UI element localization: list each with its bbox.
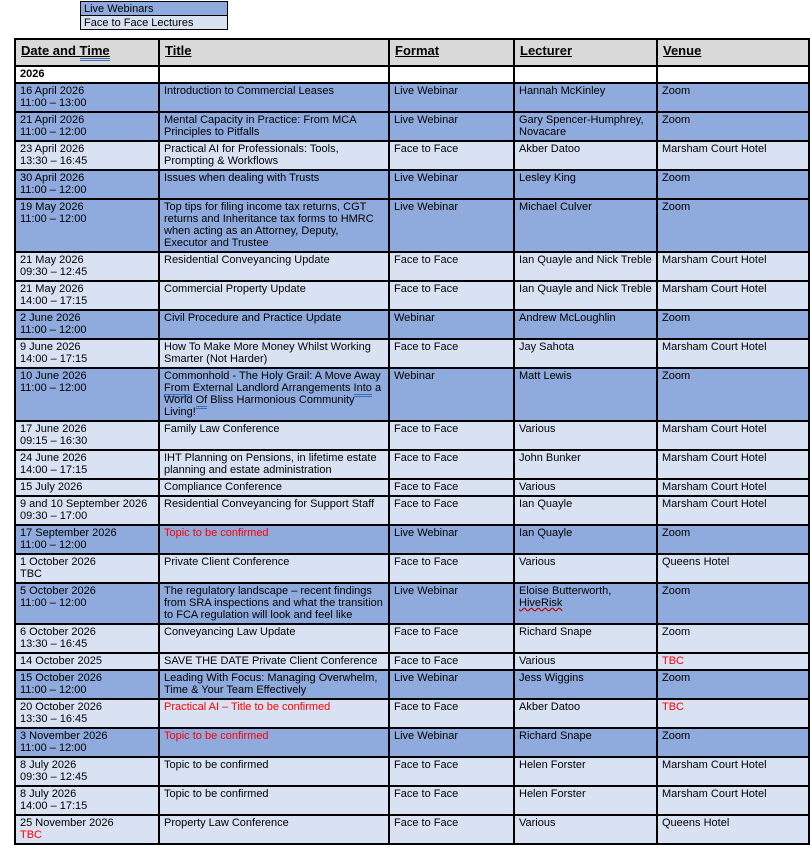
- event-venue-cell: Marsham Court Hotel: [657, 339, 809, 368]
- event-date: 24 June 2026: [20, 452, 87, 464]
- event-row: [15, 699, 809, 728]
- event-venue-cell: Zoom: [657, 310, 809, 339]
- event-format-cell: Face to Face: [389, 496, 514, 525]
- event-row: [15, 496, 809, 525]
- event-date: 8 July 2026: [20, 759, 77, 771]
- event-date: 9 June 2026: [20, 341, 81, 353]
- legend: [80, 1, 228, 30]
- event-venue-cell: Queens Hotel: [657, 815, 809, 844]
- event-title-cell: Practical AI for Professionals: Tools, Prompting & Workflows: [159, 141, 389, 170]
- event-date: 6 October 2026: [20, 626, 96, 638]
- event-time: TBC: [20, 568, 42, 580]
- event-format-cell: Face to Face: [389, 281, 514, 310]
- event-time: 14:00 – 17:15: [20, 800, 88, 812]
- event-time: 09:30 – 12:45: [20, 266, 88, 278]
- event-venue-cell: Zoom: [657, 525, 809, 554]
- event-format-cell: Live Webinar: [389, 83, 514, 112]
- event-date-cell: [15, 670, 159, 699]
- event-lecturer-cell: Helen Forster: [514, 757, 657, 786]
- event-lecturer-cell: Hannah McKinley: [514, 83, 657, 112]
- event-date: 21 May 2026: [20, 283, 84, 295]
- event-lecturer-cell: Gary Spencer-Humphrey, Novacare: [514, 112, 657, 141]
- text-segment: Date and: [21, 43, 80, 58]
- year-row: [15, 66, 809, 83]
- event-row: [15, 141, 809, 170]
- text-segment: Eloise Butterworth,: [519, 585, 612, 597]
- year-row-empty-cell: [657, 66, 809, 83]
- event-venue-cell: Marsham Court Hotel: [657, 281, 809, 310]
- event-lecturer-cell: Ian Quayle and Nick Treble: [514, 252, 657, 281]
- event-lecturer-cell: Richard Snape: [514, 624, 657, 653]
- event-lecturer-cell: Ian Quayle and Nick Treble: [514, 281, 657, 310]
- event-title-cell: [159, 368, 389, 421]
- event-format-cell: Face to Face: [389, 699, 514, 728]
- event-date: 19 May 2026: [20, 201, 84, 213]
- header-cell-venue: Venue: [657, 39, 809, 66]
- event-title-cell: The regulatory landscape – recent findings from SRA inspections and what the transition to FCA regulation will look and feel like: [159, 583, 389, 624]
- event-title-cell: Topic to be confirmed: [159, 525, 389, 554]
- event-lecturer-cell: Richard Snape: [514, 728, 657, 757]
- event-time: 11:00 – 12:00: [20, 539, 87, 551]
- event-time: 11:00 – 12:00: [20, 382, 87, 394]
- event-row: [15, 112, 809, 141]
- event-venue-cell: Zoom: [657, 583, 809, 624]
- event-title-cell: Residential Conveyancing for Support Staff: [159, 496, 389, 525]
- event-title-cell: Compliance Conference: [159, 479, 389, 496]
- event-lecturer-cell: Various: [514, 653, 657, 670]
- event-date: 21 April 2026: [20, 114, 85, 126]
- event-time: 14:00 – 17:15: [20, 353, 88, 365]
- event-title-cell: SAVE THE DATE Private Client Conference: [159, 653, 389, 670]
- event-venue-cell: Zoom: [657, 624, 809, 653]
- event-date-cell: [15, 653, 159, 670]
- event-time: 09:30 – 12:45: [20, 771, 88, 783]
- event-title-cell: Topic to be confirmed: [159, 786, 389, 815]
- year-row-empty-cell: [389, 66, 514, 83]
- event-date: 17 June 2026: [20, 423, 87, 435]
- event-date: 10 June 2026: [20, 370, 87, 382]
- event-venue-cell: Marsham Court Hotel: [657, 496, 809, 525]
- event-date: 25 November 2026: [20, 817, 114, 829]
- event-time: 13:30 – 16:45: [20, 638, 88, 650]
- year-row-empty-cell: [159, 66, 389, 83]
- event-format-cell: Live Webinar: [389, 583, 514, 624]
- event-date: 15 July 2026: [20, 481, 83, 493]
- event-format-cell: Live Webinar: [389, 170, 514, 199]
- event-date-cell: [15, 170, 159, 199]
- event-format-cell: Face to Face: [389, 624, 514, 653]
- event-format-cell: Face to Face: [389, 141, 514, 170]
- event-lecturer-cell: Various: [514, 815, 657, 844]
- event-date-cell: [15, 525, 159, 554]
- text-segment: Bliss Harmonious Community Living!: [164, 394, 355, 418]
- event-format-cell: Face to Face: [389, 653, 514, 670]
- header-cell-date: [15, 39, 159, 66]
- event-row: [15, 670, 809, 699]
- event-format-cell: Face to Face: [389, 252, 514, 281]
- legend-label-face-to-face: Face to Face Lectures: [81, 16, 228, 30]
- event-title-cell: Family Law Conference: [159, 421, 389, 450]
- event-date-cell: [15, 252, 159, 281]
- event-format-cell: Live Webinar: [389, 728, 514, 757]
- event-lecturer-cell: Various: [514, 554, 657, 583]
- event-lecturer-cell: Helen Forster: [514, 786, 657, 815]
- event-lecturer-cell: Jay Sahota: [514, 339, 657, 368]
- event-lecturer-cell: Various: [514, 421, 657, 450]
- event-time: 11:00 – 13:00: [20, 97, 87, 109]
- event-date: 2 June 2026: [20, 312, 81, 324]
- event-lecturer-cell: Matt Lewis: [514, 368, 657, 421]
- event-title-cell: Conveyancing Law Update: [159, 624, 389, 653]
- event-venue-cell: Marsham Court Hotel: [657, 252, 809, 281]
- event-time: 11:00 – 12:00: [20, 184, 87, 196]
- event-date-cell: [15, 368, 159, 421]
- event-title-cell: Property Law Conference: [159, 815, 389, 844]
- grammar-underlined-word: From: [164, 382, 190, 397]
- event-date: 9 and 10 September 2026: [20, 498, 148, 510]
- legend-row-face-to-face: [81, 16, 228, 30]
- event-venue-cell: Zoom: [657, 670, 809, 699]
- event-date-cell: [15, 199, 159, 252]
- event-format-cell: Face to Face: [389, 786, 514, 815]
- event-time: 11:00 – 12:00: [20, 684, 87, 696]
- event-row: [15, 525, 809, 554]
- event-lecturer-cell: Ian Quayle: [514, 496, 657, 525]
- event-venue-cell: Zoom: [657, 199, 809, 252]
- event-format-cell: Face to Face: [389, 554, 514, 583]
- event-time: 14:00 – 17:15: [20, 295, 88, 307]
- text-segment: a World: [164, 382, 382, 406]
- event-title-cell: Introduction to Commercial Leases: [159, 83, 389, 112]
- event-format-cell: Webinar: [389, 368, 514, 421]
- event-title-cell: Top tips for filing income tax returns, CGT returns and Inheritance tax forms to HMRC when acting as an Attorney, Deputy, Executor and Trustee: [159, 199, 389, 252]
- event-lecturer-cell: Andrew McLoughlin: [514, 310, 657, 339]
- event-time: 13:30 – 16:45: [20, 155, 88, 167]
- event-venue-cell: Marsham Court Hotel: [657, 757, 809, 786]
- event-venue-cell: TBC: [657, 699, 809, 728]
- event-row: [15, 199, 809, 252]
- event-title-cell: Residential Conveyancing Update: [159, 252, 389, 281]
- event-date-cell: [15, 141, 159, 170]
- event-lecturer-cell: Akber Datoo: [514, 699, 657, 728]
- event-title-cell: Leading With Focus: Managing Overwhelm, Time & Your Team Effectively: [159, 670, 389, 699]
- event-title-cell: Practical AI – Title to be confirmed: [159, 699, 389, 728]
- events-tbody: [15, 83, 809, 844]
- header-cell-format: Format: [389, 39, 514, 66]
- event-date-cell: [15, 815, 159, 844]
- event-title-cell: Private Client Conference: [159, 554, 389, 583]
- event-date: 23 April 2026: [20, 143, 85, 155]
- event-lecturer-cell: Akber Datoo: [514, 141, 657, 170]
- event-lecturer-cell: Lesley King: [514, 170, 657, 199]
- event-time: 13:30 – 16:45: [20, 713, 88, 725]
- events-table: [14, 38, 810, 845]
- event-venue-cell: Zoom: [657, 170, 809, 199]
- event-format-cell: Face to Face: [389, 479, 514, 496]
- event-format-cell: Face to Face: [389, 421, 514, 450]
- event-row: [15, 421, 809, 450]
- event-lecturer-cell: [514, 583, 657, 624]
- event-venue-cell: Marsham Court Hotel: [657, 479, 809, 496]
- event-date-cell: [15, 757, 159, 786]
- event-venue-cell: Marsham Court Hotel: [657, 450, 809, 479]
- event-date-cell: [15, 583, 159, 624]
- event-date: 8 July 2026: [20, 788, 77, 800]
- header-row: [15, 39, 809, 66]
- event-date: 3 November 2026: [20, 730, 108, 742]
- event-row: [15, 479, 809, 496]
- legend-label-live-webinars: Live Webinars: [81, 2, 228, 16]
- event-title-cell: How To Make More Money Whilst Working Smarter (Not Harder): [159, 339, 389, 368]
- grammar-underlined-word: Time: [80, 43, 110, 61]
- event-venue-cell: TBC: [657, 653, 809, 670]
- event-format-cell: Webinar: [389, 310, 514, 339]
- event-row: [15, 310, 809, 339]
- event-venue-cell: Zoom: [657, 368, 809, 421]
- event-time: 11:00 – 12:00: [20, 597, 87, 609]
- event-venue-cell: Zoom: [657, 728, 809, 757]
- event-time: TBC: [20, 829, 42, 841]
- event-row: [15, 252, 809, 281]
- event-date-cell: [15, 310, 159, 339]
- event-title-cell: Topic to be confirmed: [159, 757, 389, 786]
- event-venue-cell: Marsham Court Hotel: [657, 421, 809, 450]
- header-cell-lecturer: Lecturer: [514, 39, 657, 66]
- event-date-cell: [15, 112, 159, 141]
- grammar-underlined-word: Of: [196, 394, 208, 409]
- event-date-cell: [15, 339, 159, 368]
- event-venue-cell: Zoom: [657, 83, 809, 112]
- event-venue-cell: Zoom: [657, 112, 809, 141]
- text-segment: External Landlord Arrangements: [189, 382, 354, 394]
- event-date: 5 October 2026: [20, 585, 96, 597]
- event-format-cell: Face to Face: [389, 339, 514, 368]
- event-title-cell: Topic to be confirmed: [159, 728, 389, 757]
- event-row: [15, 554, 809, 583]
- event-title-cell: Issues when dealing with Trusts: [159, 170, 389, 199]
- event-date-cell: [15, 554, 159, 583]
- event-row: [15, 624, 809, 653]
- event-date-cell: [15, 699, 159, 728]
- header-cell-title: Title: [159, 39, 389, 66]
- event-format-cell: Face to Face: [389, 815, 514, 844]
- event-row: [15, 757, 809, 786]
- event-date: 1 October 2026: [20, 556, 96, 568]
- event-row: [15, 170, 809, 199]
- event-title-cell: IHT Planning on Pensions, in lifetime estate planning and estate administration: [159, 450, 389, 479]
- event-row: [15, 653, 809, 670]
- event-row: [15, 339, 809, 368]
- event-time: 14:00 – 17:15: [20, 464, 88, 476]
- event-format-cell: Live Webinar: [389, 670, 514, 699]
- event-date-cell: [15, 83, 159, 112]
- year-row-empty-cell: [514, 66, 657, 83]
- event-lecturer-cell: Michael Culver: [514, 199, 657, 252]
- event-date-cell: [15, 421, 159, 450]
- event-date-cell: [15, 479, 159, 496]
- event-time: 11:00 – 12:00: [20, 213, 87, 225]
- event-date: 17 September 2026: [20, 527, 117, 539]
- event-title-cell: Civil Procedure and Practice Update: [159, 310, 389, 339]
- event-date: 14 October 2025: [20, 655, 102, 667]
- event-title-cell: Commercial Property Update: [159, 281, 389, 310]
- legend-row-webinar: [81, 2, 228, 16]
- grammar-underlined-word: Into: [354, 382, 372, 397]
- event-date-cell: [15, 281, 159, 310]
- event-format-cell: Live Webinar: [389, 199, 514, 252]
- event-date-cell: [15, 496, 159, 525]
- event-row: [15, 815, 809, 844]
- event-time: 11:00 – 12:00: [20, 126, 87, 138]
- event-row: [15, 450, 809, 479]
- event-date-cell: [15, 624, 159, 653]
- event-format-cell: Face to Face: [389, 450, 514, 479]
- event-row: [15, 281, 809, 310]
- event-date: 21 May 2026: [20, 254, 84, 266]
- event-date-cell: [15, 728, 159, 757]
- event-title-cell: Mental Capacity in Practice: From MCA Principles to Pitfalls: [159, 112, 389, 141]
- event-date: 16 April 2026: [20, 85, 85, 97]
- event-date-cell: [15, 450, 159, 479]
- event-time: 11:00 – 12:00: [20, 742, 87, 754]
- event-format-cell: Live Webinar: [389, 112, 514, 141]
- event-row: [15, 786, 809, 815]
- event-row: [15, 583, 809, 624]
- event-row: [15, 83, 809, 112]
- event-time: 11:00 – 12:00: [20, 324, 87, 336]
- event-date: 20 October 2026: [20, 701, 102, 713]
- event-venue-cell: Queens Hotel: [657, 554, 809, 583]
- spellcheck-underlined-word: HiveRisk: [519, 597, 563, 609]
- event-date: 30 April 2026: [20, 172, 85, 184]
- event-lecturer-cell: Ian Quayle: [514, 525, 657, 554]
- event-lecturer-cell: Various: [514, 479, 657, 496]
- event-venue-cell: Marsham Court Hotel: [657, 786, 809, 815]
- event-time: 09:15 – 16:30: [20, 435, 88, 447]
- event-venue-cell: Marsham Court Hotel: [657, 141, 809, 170]
- event-lecturer-cell: John Bunker: [514, 450, 657, 479]
- event-format-cell: Face to Face: [389, 757, 514, 786]
- event-row: [15, 728, 809, 757]
- text-segment: Commonhold - The Holy Grail: A Move Away: [164, 370, 381, 382]
- event-time: 09:30 – 17:00: [20, 510, 88, 522]
- event-row: [15, 368, 809, 421]
- event-date: 15 October 2026: [20, 672, 102, 684]
- event-format-cell: Live Webinar: [389, 525, 514, 554]
- event-date-cell: [15, 786, 159, 815]
- year-label: 2026: [15, 66, 159, 83]
- event-lecturer-cell: Jess Wiggins: [514, 670, 657, 699]
